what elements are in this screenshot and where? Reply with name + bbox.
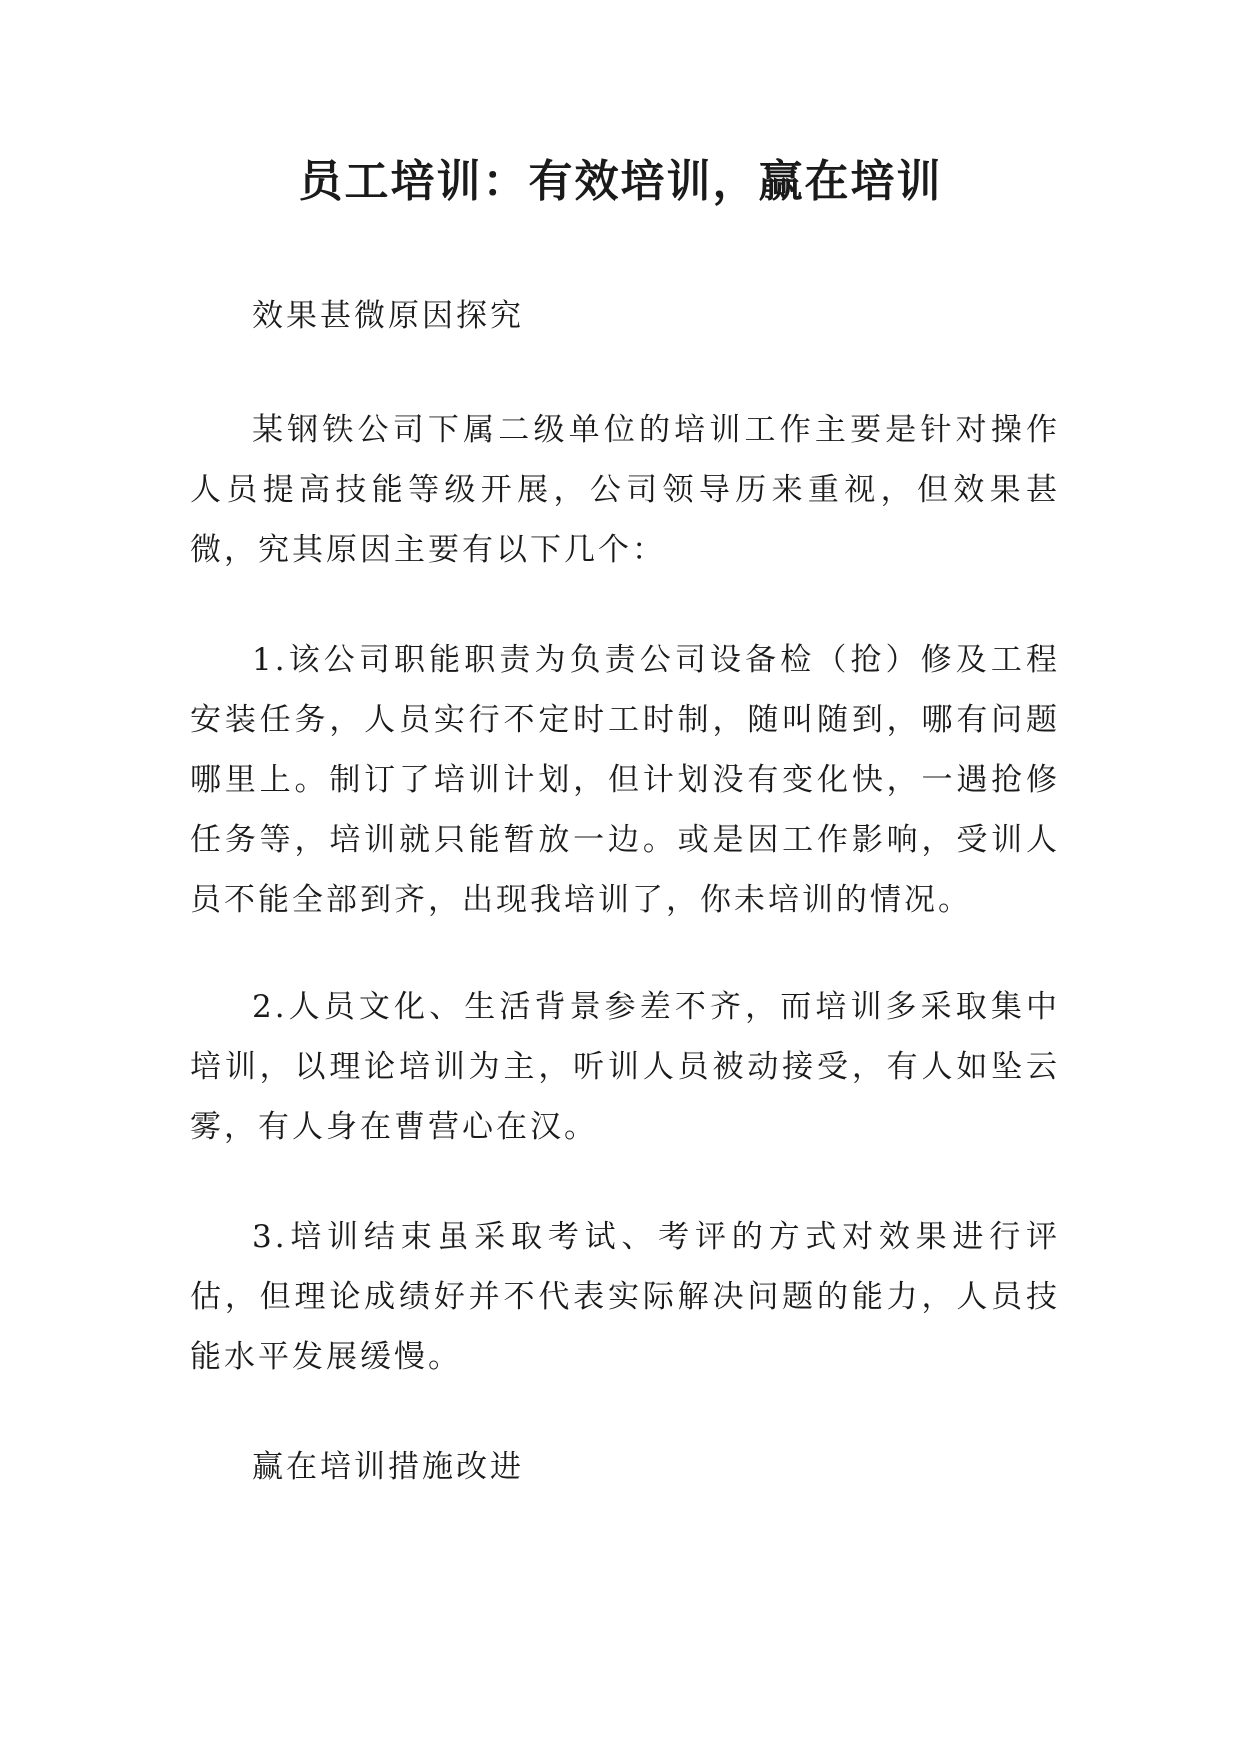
paragraph-point-3: 3.培训结束虽采取考试、考评的方式对效果进行评估，但理论成绩好并不代表实际解决问题的能力，人员技能水平发展缓慢。 bbox=[190, 1219, 1060, 1375]
paragraph-intro: 某钢铁公司下属二级单位的培训工作主要是针对操作人员提高技能等级开展，公司领导历来重视，但效果甚微，究其原因主要有以下几个： bbox=[190, 412, 1060, 568]
section-heading-causes: 效果甚微原因探究 bbox=[252, 298, 524, 334]
paragraph-point-2: 2.人员文化、生活背景参差不齐，而培训多采取集中培训，以理论培训为主，听训人员被动接受，有人如坠云雾，有人身在曹营心在汉。 bbox=[190, 989, 1060, 1145]
paragraph-point-1: 1.该公司职能职责为负责公司设备检（抢）修及工程安装任务，人员实行不定时工时制，随叫随到，哪有问题哪里上。制订了培训计划，但计划没有变化快，一遇抢修任务等，培训就只能暂放一边。或是因工作影响，受训人员不能全部到齐，出现我培训了，你未培训的情况。 bbox=[190, 642, 1060, 918]
section-heading-improvements: 赢在培训措施改进 bbox=[252, 1449, 524, 1485]
page-title: 员工培训：有效培训，赢在培训 bbox=[298, 156, 943, 207]
